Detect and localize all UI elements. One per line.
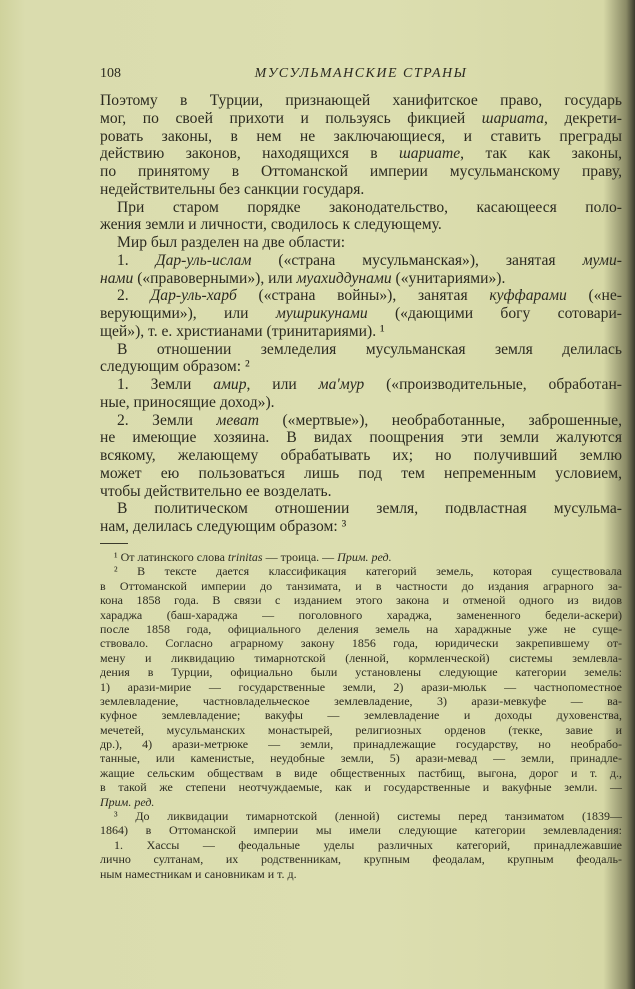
footnote-line [100, 550, 622, 564]
italic-term: шариата [481, 109, 545, 127]
text-run: дения в Турции, официально были установлены следующие категории земель: [100, 665, 622, 680]
text-run: кона 1858 года. В связи с изданием этого закона и отменой одного из видов [100, 593, 622, 608]
text-run: 2. [117, 287, 151, 305]
text-run: ³ До ликвидации тимарнотской (ленной) системы перед танзиматом (1839— [114, 809, 622, 824]
text-run: , декрети- [544, 109, 622, 127]
italic-term: меват [216, 411, 259, 429]
italic-term: мушрикунами [275, 305, 368, 322]
footnote-line [100, 780, 622, 794]
text-run: 1) арази-мирие — государственные земли, 2) арази-мюльк — частнопоместное [100, 679, 622, 694]
footnote-line [100, 723, 622, 737]
text-run: в такой же степени неотчуждаемые, как и государственные и вакуфные земли. — [100, 780, 622, 795]
footnote-line [100, 680, 622, 694]
text-run: ствовало. Согласно аграрному закону 1856 года, юридически закрепившему от- [100, 636, 622, 651]
text-line [100, 252, 622, 270]
text-run: ровать законы, в нем не заключающиеся, и ставить преграды [100, 127, 622, 145]
text-run: жения земли и личности, сводилось к следующему. [100, 216, 442, 234]
italic-term: Дар-уль-харб [150, 287, 237, 305]
text-run: всякому, желающему обрабатывать их; но получивший землю [100, 447, 622, 464]
text-run: недействительны без санкции государя. [100, 180, 365, 198]
text-run: , или [246, 376, 319, 393]
footnote-line [100, 593, 622, 607]
text-line [100, 358, 622, 376]
text-run: («не- [566, 287, 622, 305]
footnote-line [100, 665, 622, 679]
text-line [100, 216, 622, 234]
text-line [100, 92, 622, 110]
italic-term: амир [213, 376, 247, 393]
text-line [100, 500, 622, 518]
footnote-line [100, 636, 622, 650]
footnote-line [100, 809, 622, 823]
italic-term: куффарами [489, 287, 567, 305]
text-run: действию законов, находящихся в [100, 145, 400, 163]
italic-term: шариате [399, 145, 461, 163]
text-run: хараджа (баш-хараджа — поголовного хараджа, замененного бедели-аскери) [100, 607, 622, 622]
footnote-line [100, 651, 622, 665]
text-run: следующим образом: ² [100, 358, 250, 376]
text-run: может ею пользоваться лишь под тем непременным условием, [100, 464, 622, 482]
text-run: верующими»), или [100, 305, 276, 322]
text-run: 1. [117, 251, 156, 269]
text-line [100, 163, 622, 181]
footnote-separator [100, 543, 128, 544]
text-line [100, 305, 622, 323]
text-run: др.), 4) арази-метрюке — земли, принадлежащие государству, но необрабо- [100, 737, 622, 752]
running-title: МУСУЛЬМАНСКИЕ СТРАНЫ [254, 66, 468, 81]
text-line [100, 181, 622, 199]
text-line [100, 199, 622, 217]
text-run: 1. Земли [117, 376, 214, 393]
text-run: , так как законы, [460, 145, 622, 163]
italic-term: Прим. ред. [100, 794, 155, 809]
text-run: («страна мусульманская»), занятая [251, 251, 583, 269]
text-run: («дающими богу сотовари- [367, 305, 623, 322]
footnote-line [100, 766, 622, 780]
text-run: не имеющие хозяина. В видах поощрения эти земли жалуются [100, 429, 622, 447]
text-run: мог, по своей прихоти и пользуясь фикцией [100, 109, 482, 127]
italic-term: муми- [582, 251, 622, 269]
text-line [100, 323, 622, 341]
text-run: щей»), т. е. христианами (тринитариями). ¹ [100, 322, 385, 340]
footnote-line [100, 622, 622, 636]
footnote-line [100, 708, 622, 722]
text-run: В отношении земледелия мусульманская земля делилась [117, 340, 622, 358]
text-run: жащие сельским обществам в виде общественных пастбищ, выгона, дорог и т. д., [100, 765, 622, 780]
text-line [100, 376, 622, 394]
text-line [100, 145, 622, 163]
text-run: мечетей, мусульманских монастырей, религиозных орденов (текке, завие и [100, 722, 622, 737]
italic-term: Дар-уль-ислам [155, 251, 252, 269]
text-run: — троица. — [262, 550, 338, 564]
footnote-line [100, 751, 622, 765]
text-run: В политическом отношении земля, подвластная мусульма- [117, 500, 622, 518]
footnote-line [100, 737, 622, 751]
text-run: землевладение, частновладельческое землевладение, 3) арази-мевкуфе — ва- [100, 693, 622, 708]
text-run: лично султанам, их родственникам, крупным феодалам, крупным феодаль- [100, 852, 622, 867]
italic-term: нами [100, 269, 134, 287]
text-run: 2. Земли [117, 411, 217, 429]
body-text [100, 92, 622, 536]
text-run: куфное землевладение; вакуфы — землевладение и доходы духовенства, [100, 708, 622, 723]
text-run: танные, или каменистые, неудобные земли, 5) арази-мевад — земли, принадле- [100, 751, 622, 766]
text-run: мену и ликвидацию тимарнотской (ленной, кормленческой) системы землевла- [100, 650, 622, 665]
text-line [100, 128, 622, 146]
footnote-line [100, 823, 622, 837]
page-number: 108 [100, 66, 121, 81]
text-run: в Оттоманской империи до танзимата, и в частности до издания аграрного за- [100, 578, 622, 593]
italic-term: Прим. ред. [337, 550, 392, 564]
footnotes [100, 550, 622, 881]
text-line [100, 234, 622, 252]
text-line [100, 429, 622, 447]
text-run: При старом порядке законодательство, касающееся поло- [117, 198, 622, 216]
footnote-line [100, 795, 622, 809]
text-line [100, 465, 622, 483]
text-run: («страна войны»), занятая [236, 287, 490, 305]
footnote-line [100, 564, 622, 578]
text-run: ¹ От латинского слова [114, 550, 228, 564]
text-line [100, 110, 622, 128]
footnote-line [100, 852, 622, 866]
footnote-line [100, 867, 622, 881]
footnote-line [100, 579, 622, 593]
running-header [100, 66, 622, 84]
text-line [100, 412, 622, 430]
italic-term: trinitas [227, 550, 263, 564]
text-line [100, 270, 622, 288]
italic-term: ма'мур [318, 376, 365, 393]
text-run: («мертвые»), необработанные, заброшенные, [259, 411, 622, 429]
text-run: ² В тексте дается классификация категорий земель, которая существовала [114, 564, 622, 579]
footnote-line [100, 694, 622, 708]
text-line [100, 518, 622, 536]
text-run: Поэтому в Турции, признающей ханифитское право, государь [100, 92, 622, 109]
footnote-line [100, 838, 622, 852]
text-run: 1. Хассы — феодальные уделы различных категорий, принадлежавшие [114, 837, 622, 852]
text-run: 1864) в Оттоманской империи мы имели следующие категории землевладения: [100, 823, 622, 838]
text-line [100, 341, 622, 359]
text-run: по принятому в Оттоманской империи мусульманскому праву, [100, 163, 622, 180]
italic-term: муахиддунами [296, 269, 392, 287]
footnote-line [100, 608, 622, 622]
text-run: («производительные, обработан- [364, 376, 622, 393]
text-run: («правоверными»), или [133, 269, 297, 287]
text-run: после 1858 года, официального деления земель на хараджные уже не суще- [100, 621, 622, 636]
text-line [100, 287, 622, 305]
text-run: нам, делилась следующим образом: ³ [100, 518, 347, 535]
text-run: ным наместникам и сановникам и т. д. [100, 866, 297, 881]
text-line [100, 447, 622, 465]
text-run: («унитариями»). [391, 269, 506, 287]
text-line [100, 394, 622, 412]
text-run: ные, приносящие доход»). [100, 393, 275, 411]
text-line [100, 483, 622, 501]
text-run: Мир был разделен на две области: [117, 234, 346, 251]
text-run: чтобы действительно ее возделать. [100, 482, 332, 500]
